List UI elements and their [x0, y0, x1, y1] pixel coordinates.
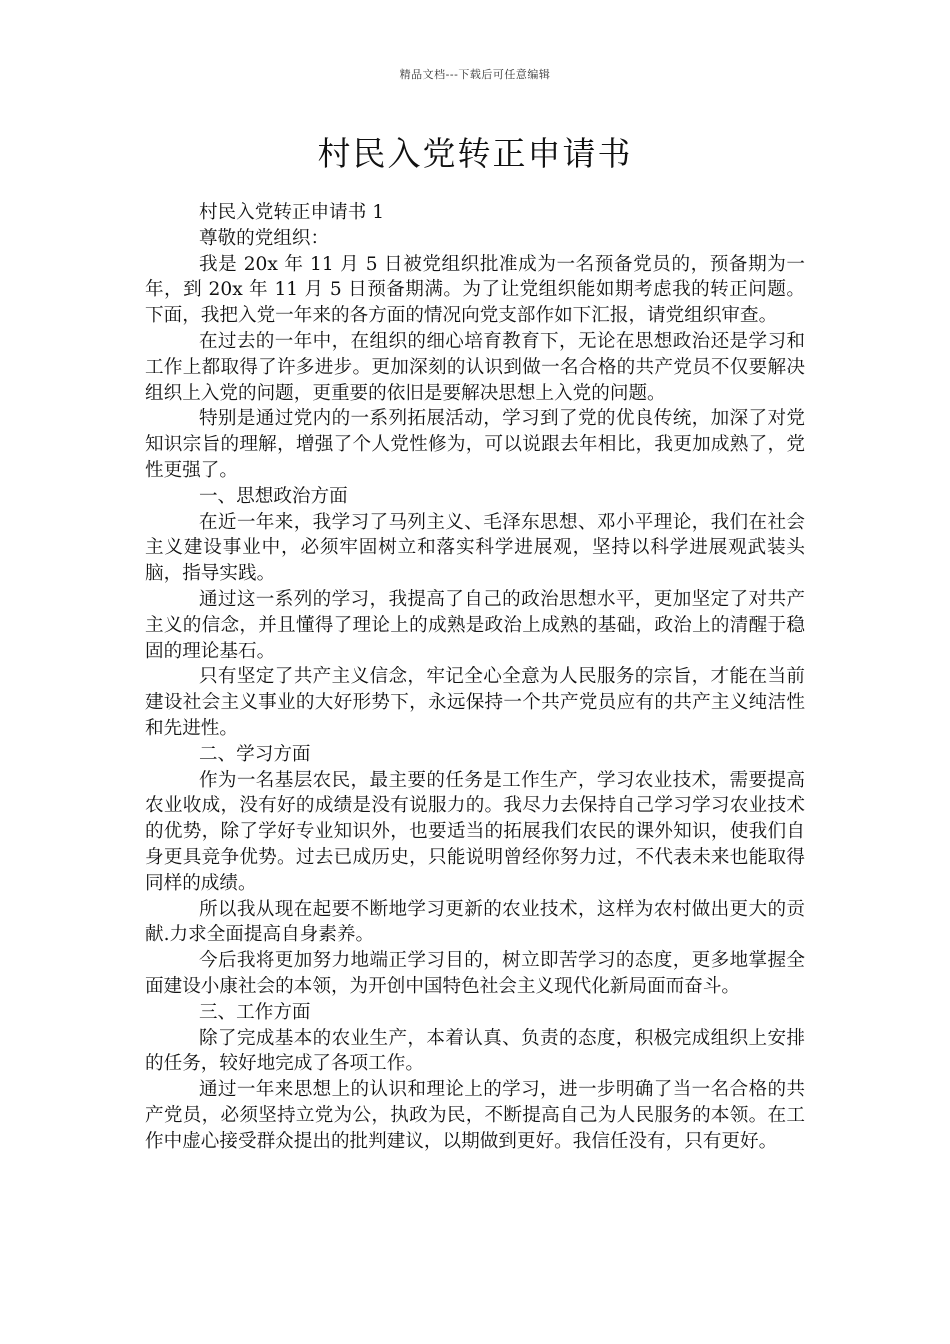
paragraph: 特别是通过党内的一系列拓展活动，学习到了党的优良传统，加深了对党知识宗旨的理解，增强了个人党性修为，可以说跟去年相比，我更加成熟了，党性更强了。 — [145, 408, 805, 481]
paragraph-heading: 村民入党转正申请书 1 — [198, 202, 385, 223]
section-heading: 一、思想政治方面 — [198, 485, 348, 507]
document-title: 村民入党转正申请书 — [317, 134, 633, 173]
paragraph: 所以我从现在起要不断地学习更新的农业技术，这样为农村做出更大的贡献.力求全面提高自身素养。 — [145, 898, 805, 946]
paragraph-salutation: 尊敬的党组织： — [198, 227, 330, 249]
paragraph: 通过一年来思想上的认识和理论上的学习，进一步明确了当一名合格的共产党员，必须坚持立党为公，执政为民，不断提高自己为人民服务的本领。在工作中虚心接受群众提出的批判建议，以期做到更好。我信任没有，只有更好。 — [145, 1079, 805, 1152]
paragraph: 今后我将更加努力地端正学习目的，树立即苦学习的态度，更多地掌握全面建设小康社会的本领，为开创中国特色社会主义现代化新局面而奋斗。 — [145, 950, 805, 997]
header-note: 精品文档---下载后可任意编辑 — [399, 68, 551, 81]
paragraph: 通过这一系列的学习，我提高了自己的政治思想水平，更加坚定了对共产主义的信念，并且懂得了理论上的成熟是政治上成熟的基础，政治上的清醒于稳固的理论基石。 — [145, 588, 805, 662]
paragraph: 除了完成基本的农业生产，本着认真、负责的态度，积极完成组织上安排的任务，较好地完成了各项工作。 — [145, 1027, 805, 1075]
paragraph: 在近一年来，我学习了马列主义、毛泽东思想、邓小平理论，我们在社会主义建设事业中，必须牢固树立和落实科学进展观，坚持以科学进展观武装头脑，指导实践。 — [145, 511, 805, 585]
section-heading: 二、学习方面 — [198, 743, 311, 765]
paragraph: 只有坚定了共产主义信念，牢记全心全意为人民服务的宗旨，才能在当前建设社会主义事业的大好形势下，永远保持一个共产党员应有的共产主义纯洁性和先进性。 — [145, 666, 805, 739]
section-heading: 三、工作方面 — [198, 1001, 311, 1023]
paragraph: 我是 20x 年 11 月 5 日被党组织批准成为一名预备党员的，预备期为一年，到 20x 年 11 月 5 日预备期满。为了让党组织能如期考虑我的转正问题。下面，我把入党一年来的各方面的情况向党支部作如下汇报，请党组织审查。 — [145, 253, 805, 327]
paragraph: 作为一名基层农民，最主要的任务是工作生产，学习农业技术，需要提高农业收成，没有好的成绩是没有说服力的。我尽力去保持自己学习学习农业技术的优势，除了学好专业知识外，也要适当的拓展我们农民的课外知识，使我们自身更具竞争优势。过去已成历史，只能说明曾经你努力过，不代表未来也能取得同样的成绩。 — [145, 769, 805, 894]
paragraph: 在过去的一年中，在组织的细心培育教育下，无论在思想政治还是学习和工作上都取得了许多进步。更加深刻的认识到做一名合格的共产党员不仅要解决组织上入党的问题，更重要的依旧是要解决思想上入党的问题。 — [145, 330, 805, 404]
document-body — [145, 200, 805, 1154]
